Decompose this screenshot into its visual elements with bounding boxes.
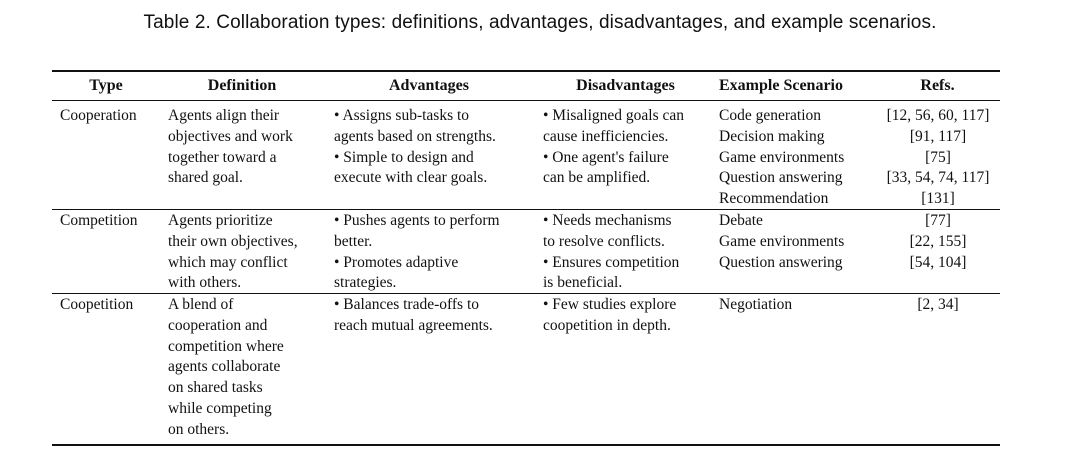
cell-line: Game environments <box>719 232 845 250</box>
row-divider <box>52 209 1000 210</box>
header-type: Type <box>89 77 123 94</box>
cell-line: on shared tasks <box>168 379 263 397</box>
cell-line: • Assigns sub-tasks to <box>334 107 470 124</box>
header-refs: Refs. <box>920 77 955 94</box>
cell-line: Decision making <box>719 127 825 145</box>
cell-line: [22, 155] <box>909 232 967 250</box>
cell-line: [33, 54, 74, 117] <box>886 169 990 187</box>
cell-line: [12, 56, 60, 117] <box>886 107 990 124</box>
cell-line: shared goal. <box>168 169 243 187</box>
definition-cell <box>168 106 293 189</box>
definition-cell <box>168 211 298 294</box>
cell-line: can be amplified. <box>543 169 651 187</box>
cell-line: • Ensures competition <box>543 253 680 271</box>
refs-cell <box>876 211 1000 273</box>
cell-line: reach mutual agreements. <box>334 316 493 334</box>
cell-line: • Promotes adaptive <box>334 253 459 271</box>
cell-line: • One agent's failure <box>543 148 669 166</box>
scenario-cell <box>719 106 844 210</box>
cell-line: better. <box>334 232 373 250</box>
cell-line: execute with clear goals. <box>334 169 488 187</box>
cell-line: [91, 117] <box>909 127 967 145</box>
scenario-cell <box>719 295 792 316</box>
cell-line: which may conflict <box>168 253 288 271</box>
cell-line: • Few studies explore <box>543 296 677 313</box>
cell-line: cooperation and <box>168 316 268 334</box>
type-cell: Coopetition <box>60 296 134 313</box>
disadvantages-cell <box>543 295 676 337</box>
advantages-cell <box>334 106 496 189</box>
cell-line: competition where <box>168 337 284 355</box>
cell-line: Game environments <box>719 148 845 166</box>
row-divider <box>52 293 1000 294</box>
cell-line: [54, 104] <box>909 253 967 271</box>
header-advantages: Advantages <box>388 77 469 94</box>
cell-line: while competing <box>168 399 272 417</box>
table-row-coopetition <box>60 295 133 316</box>
cell-line: Recommendation <box>719 190 829 208</box>
cell-line: [77] <box>925 212 951 229</box>
advantages-cell <box>334 211 500 294</box>
cell-line: strategies. <box>334 274 397 292</box>
cell-line: Agents align their <box>168 107 280 124</box>
cell-line: • Balances trade-offs to <box>334 296 480 313</box>
cell-line: together toward a <box>168 148 277 166</box>
header-rule <box>52 100 1000 101</box>
header-scenario: Example Scenario <box>719 77 843 94</box>
table-caption: Table 2. Collaboration types: definitions, advantages, disadvantages, and example scenarios. <box>143 12 937 33</box>
header-definition: Definition <box>207 77 277 94</box>
type-cell: Cooperation <box>60 107 137 124</box>
refs-cell <box>876 106 1000 210</box>
refs-cell <box>876 295 1000 316</box>
cell-line: • Misaligned goals can <box>543 107 685 124</box>
disadvantages-cell <box>543 106 684 189</box>
bottom-rule <box>52 444 1000 446</box>
cell-line: Code generation <box>719 107 822 124</box>
cell-line: Question answering <box>719 169 843 187</box>
cell-line: cause inefficiencies. <box>543 127 669 145</box>
cell-line: A blend of <box>168 296 234 313</box>
table-row-cooperation <box>60 106 137 127</box>
cell-line: agents based on strengths. <box>334 127 496 145</box>
cell-line: Negotiation <box>719 296 793 313</box>
cell-line: is beneficial. <box>543 274 623 292</box>
cell-line: Debate <box>719 212 763 229</box>
disadvantages-cell <box>543 211 679 294</box>
cell-line: coopetition in depth. <box>543 316 671 334</box>
cell-line: • Pushes agents to perform <box>334 212 500 229</box>
cell-line: on others. <box>168 420 230 438</box>
cell-line: objectives and work <box>168 127 293 145</box>
cell-line: [75] <box>925 148 951 166</box>
cell-line: Agents prioritize <box>168 212 273 229</box>
header-disadvantages: Disadvantages <box>576 77 675 94</box>
cell-line: to resolve conflicts. <box>543 232 665 250</box>
cell-line: their own objectives, <box>168 232 298 250</box>
type-cell: Competition <box>60 212 138 229</box>
cell-line: [2, 34] <box>917 296 959 313</box>
top-rule <box>52 70 1000 72</box>
cell-line: agents collaborate <box>168 358 281 376</box>
cell-line: with others. <box>168 274 242 292</box>
cell-line: [131] <box>921 190 955 208</box>
table-row-competition <box>60 211 138 232</box>
cell-line: Question answering <box>719 253 843 271</box>
scenario-cell <box>719 211 844 273</box>
cell-line: • Simple to design and <box>334 148 474 166</box>
definition-cell <box>168 295 284 441</box>
cell-line: • Needs mechanisms <box>543 212 672 229</box>
advantages-cell <box>334 295 493 337</box>
